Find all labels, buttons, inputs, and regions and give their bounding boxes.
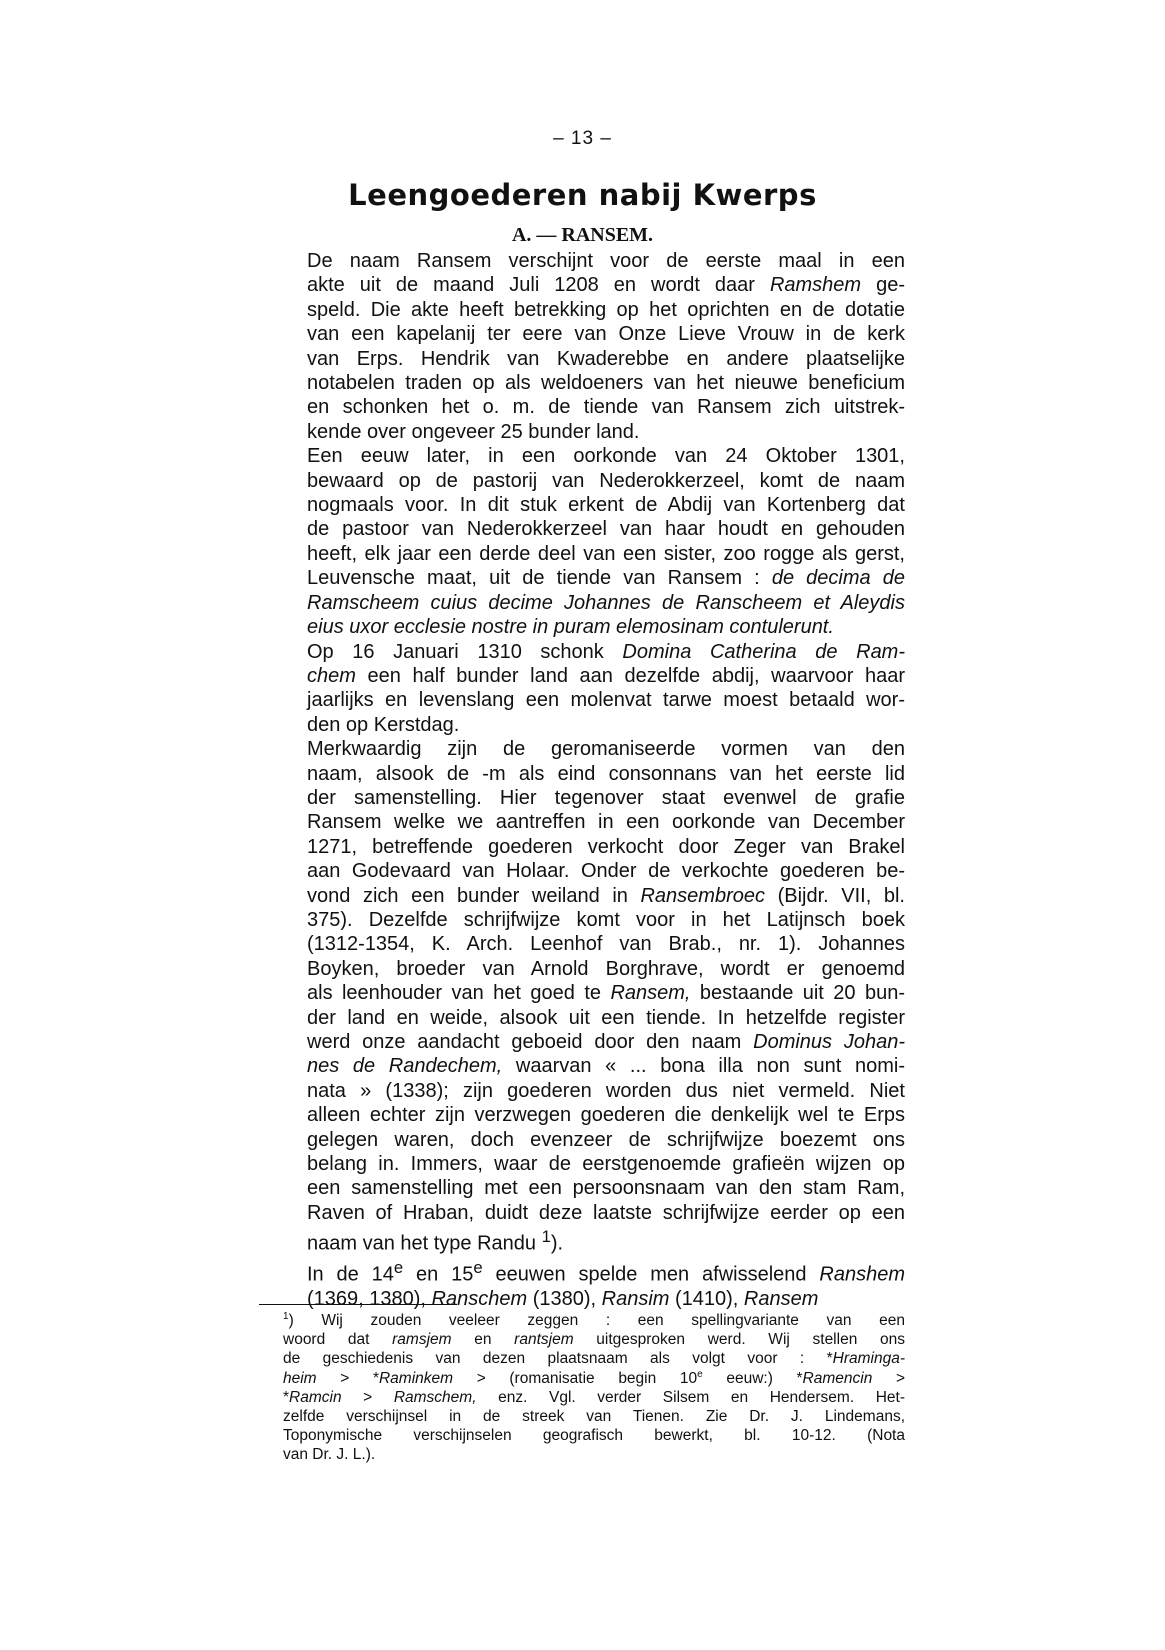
text-line: De naam Ransem verschijnt voor de eerste maal in een xyxy=(307,250,905,272)
text-line: heim > *Raminkem > (romanisatie begin 10e eeuw:) *Ramencin > xyxy=(283,1368,906,1387)
text-line: chem een half bunder land aan dezelfde abdij, waarvoor haar xyxy=(307,664,905,687)
text-line: van Erps. Hendrik van Kwaderebbe en andere plaatselijke xyxy=(307,347,905,370)
text-line: In de 14e en 15e eeuwen spelde men afwisselend Ranshem xyxy=(307,1258,906,1286)
text-line: als leenhouder van het goed te Ransem, bestaande uit 20 bun- xyxy=(307,982,905,1005)
paragraph xyxy=(259,249,905,444)
text-line: Toponymische verschijnselen geografisch bewerkt, bl. 10-12. (Nota xyxy=(283,1427,905,1445)
text-line: Boyken, broeder van Arnold Borghrave, wordt er genoemd xyxy=(307,957,905,980)
text-line: Een eeuw later, in een oorkonde van 24 Oktober 1301, xyxy=(307,445,905,468)
paragraph xyxy=(259,444,905,639)
text-line: de geschiedenis van dezen plaatsnaam als volgt voor : *Hraminga- xyxy=(283,1350,905,1368)
text-line: speld. Die akte heeft betrekking op het oprichten en de dotatie xyxy=(307,298,905,321)
text-line: aan Godevaard van Holaar. Onder de verkochte goederen be- xyxy=(307,860,905,883)
text-line: Ransem welke we aantreffen in een oorkonde van December xyxy=(307,811,905,834)
text-line: naam, alsook de -m als eind consonnans van het eerste lid xyxy=(307,762,905,785)
paragraph xyxy=(259,737,905,1256)
footnote-paragraph xyxy=(259,1311,905,1465)
section-heading xyxy=(0,224,1165,247)
text-line: nata » (1338); zijn goederen worden dus niet vermeld. Niet xyxy=(307,1079,905,1102)
text-line: vond zich een bunder weiland in Ransembroec (Bijdr. VII, bl. xyxy=(307,884,905,907)
text-line: nogmaals voor. In dit stuk erkent de Abdij van Kortenberg dat xyxy=(307,494,905,517)
footnote xyxy=(259,1311,905,1465)
text-line: $^1$) Wij zouden veeleer zeggen : een spellingvariante van een xyxy=(283,1310,905,1329)
text-line: 1271, betreffende goederen verkocht door Zeger van Brakel xyxy=(307,835,905,858)
text-line: eius uxor ecclesie nostre in puram elemosinam contulerunt. xyxy=(307,616,834,639)
text-line: alleen echter zijn verzwegen goederen die denkelijk wel te Erps xyxy=(307,1104,905,1127)
text-line: nes de Randechem, waarvan « ... bona illa non sunt nomi- xyxy=(307,1055,905,1078)
text-line: Raven of Hraban, duidt deze laatste schrijfwijze eerder op een xyxy=(307,1201,905,1224)
text-line: van Dr. J. L.). xyxy=(283,1446,376,1464)
text-line: zelfde verschijnsel in de streek van Tienen. Zie Dr. J. Lindemans, xyxy=(283,1408,905,1426)
text-line: Leuvensche maat, uit de tiende van Ransem : de decima de xyxy=(307,567,905,590)
text-line: (1312-1354, K. Arch. Leenhof van Brab., nr. 1). Johannes xyxy=(307,933,905,956)
text-line: van een kapelanij ter eere van Onze Lieve Vrouw in de kerk xyxy=(307,323,905,346)
section-heading-text: A. — RANSEM. xyxy=(511,224,654,246)
text-line: akte uit de maand Juli 1208 en wordt daar Ramshem ge- xyxy=(307,274,905,297)
paragraph xyxy=(259,640,905,738)
article-title: Leengoederen nabij Kwerps xyxy=(348,178,817,212)
text-line: een samenstelling met een persoonsnaam van den stam Ram, xyxy=(307,1177,905,1200)
text-line: Merkwaardig zijn de geromaniseerde vormen van den xyxy=(307,738,905,761)
text-line: notabelen traden op als weldoeners van het nieuwe beneficium xyxy=(307,372,905,395)
text-line: gelegen waren, doch evenzeer de schrijfwijze boezemt ons xyxy=(307,1128,905,1151)
page-number: – 13 – xyxy=(553,128,612,149)
text-line: de pastoor van Nederokkerzeel van haar houdt en gehouden xyxy=(307,518,905,541)
text-line: kende over ongeveer 25 bunder land. xyxy=(307,420,640,443)
text-line: werd onze aandacht geboeid door den naam Dominus Johan- xyxy=(307,1031,905,1053)
text-line: Ramscheem cuius decime Johannes de Ranscheem et Aleydis xyxy=(307,591,905,614)
text-line: den op Kerstdag. xyxy=(307,713,460,736)
text-line: 375). Dezelfde schrijfwijze komt voor in het Latijnsch boek xyxy=(307,908,905,931)
text-line: woord dat ramsjem en rantsjem uitgesproken werd. Wij stellen ons xyxy=(283,1331,905,1349)
text-line: *Ramcin > Ramschem, enz. Vgl. verder Silsem en Hendersem. Het- xyxy=(283,1388,906,1406)
text-line: naam van het type Randu $^1$). xyxy=(307,1227,564,1255)
text-line: jaarlijks en levenslang een molenvat tarwe moest betaald wor- xyxy=(307,689,905,712)
text-line: heeft, elk jaar een derde deel van een sister, zoo rogge als gerst, xyxy=(307,542,905,565)
body-text xyxy=(259,249,905,1312)
text-line: (1369, 1380), Ranschem (1380), Ransim (1410), Ransem xyxy=(307,1288,819,1311)
text-line: bewaard op de pastorij van Nederokkerzeel, komt de naam xyxy=(307,469,905,492)
text-line: en schonken het o. m. de tiende van Ransem zich uitstrek- xyxy=(307,396,905,419)
text-line: der samenstelling. Hier tegenover staat evenwel de grafie xyxy=(307,786,905,809)
text-line: Op 16 Januari 1310 schonk Domina Catherina de Ram- xyxy=(307,640,906,663)
footnote-divider xyxy=(259,1304,457,1305)
text-line: der land en weide, alsook uit een tiende. In hetzelfde register xyxy=(307,1006,905,1029)
text-line: belang in. Immers, waar de eerstgenoemde grafieën wijzen op xyxy=(307,1153,905,1176)
